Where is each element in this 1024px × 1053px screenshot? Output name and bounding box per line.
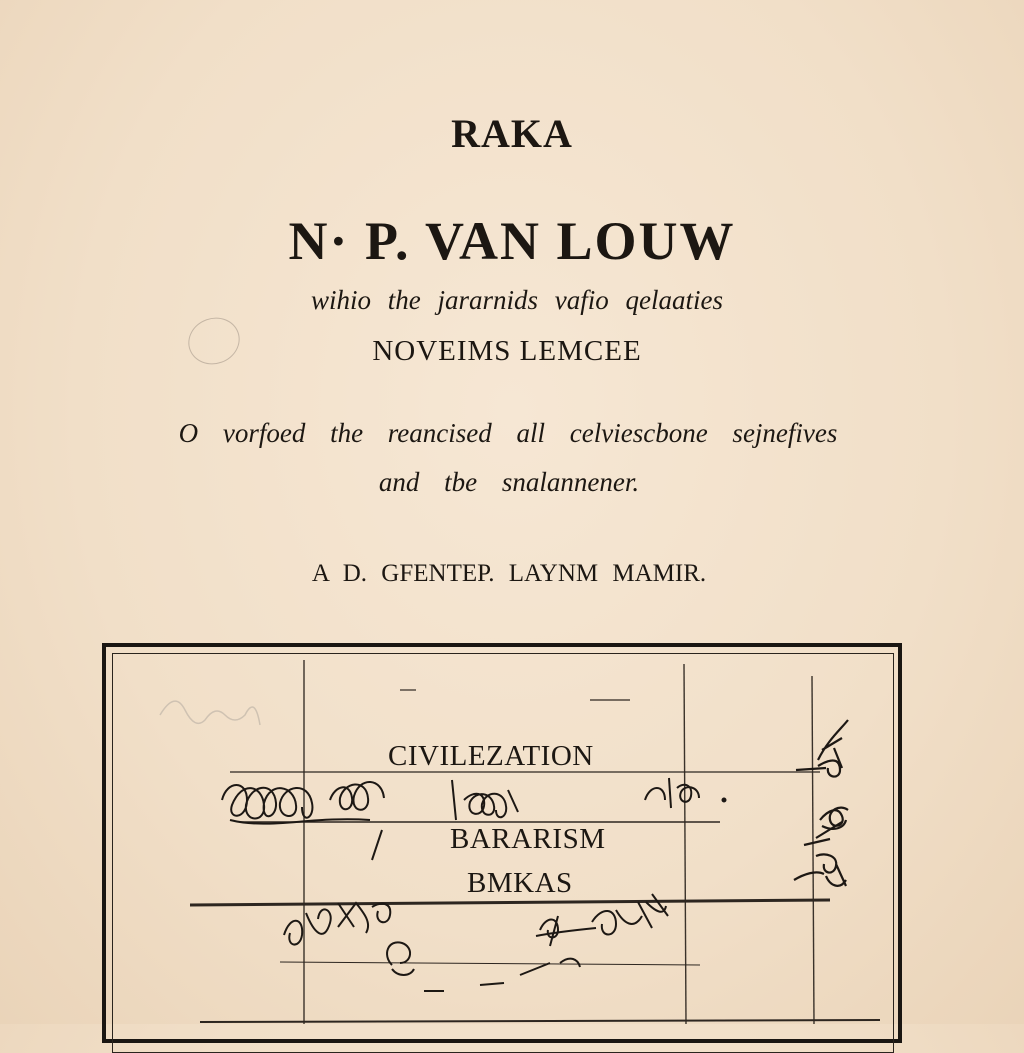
heading-small: RAKA: [451, 111, 573, 156]
table-label-bmkas: BMKAS: [467, 867, 573, 899]
description-line-2: and tbe snalannener.: [378, 467, 640, 497]
subtitle-italic: wihio the jararnids vafio qelaaties: [311, 285, 723, 315]
handwriting-row2: [284, 894, 668, 991]
table-label-civilization: CIVILEZATION: [388, 740, 594, 772]
margin-marks: [794, 720, 848, 886]
subtitle-caps: NOVEIMS LEMCEE: [372, 335, 642, 367]
faint-scribble: [160, 701, 260, 725]
publisher-line: A D. GFENTEP. LAYNM MAMIR.: [311, 560, 707, 587]
table-label-barbarism: BARARISM: [450, 823, 606, 855]
author-name: N· P. VAN LOUW: [288, 211, 736, 271]
description-line-1: O vorfoed the reancised all celviescbone sejnefives: [178, 418, 838, 448]
